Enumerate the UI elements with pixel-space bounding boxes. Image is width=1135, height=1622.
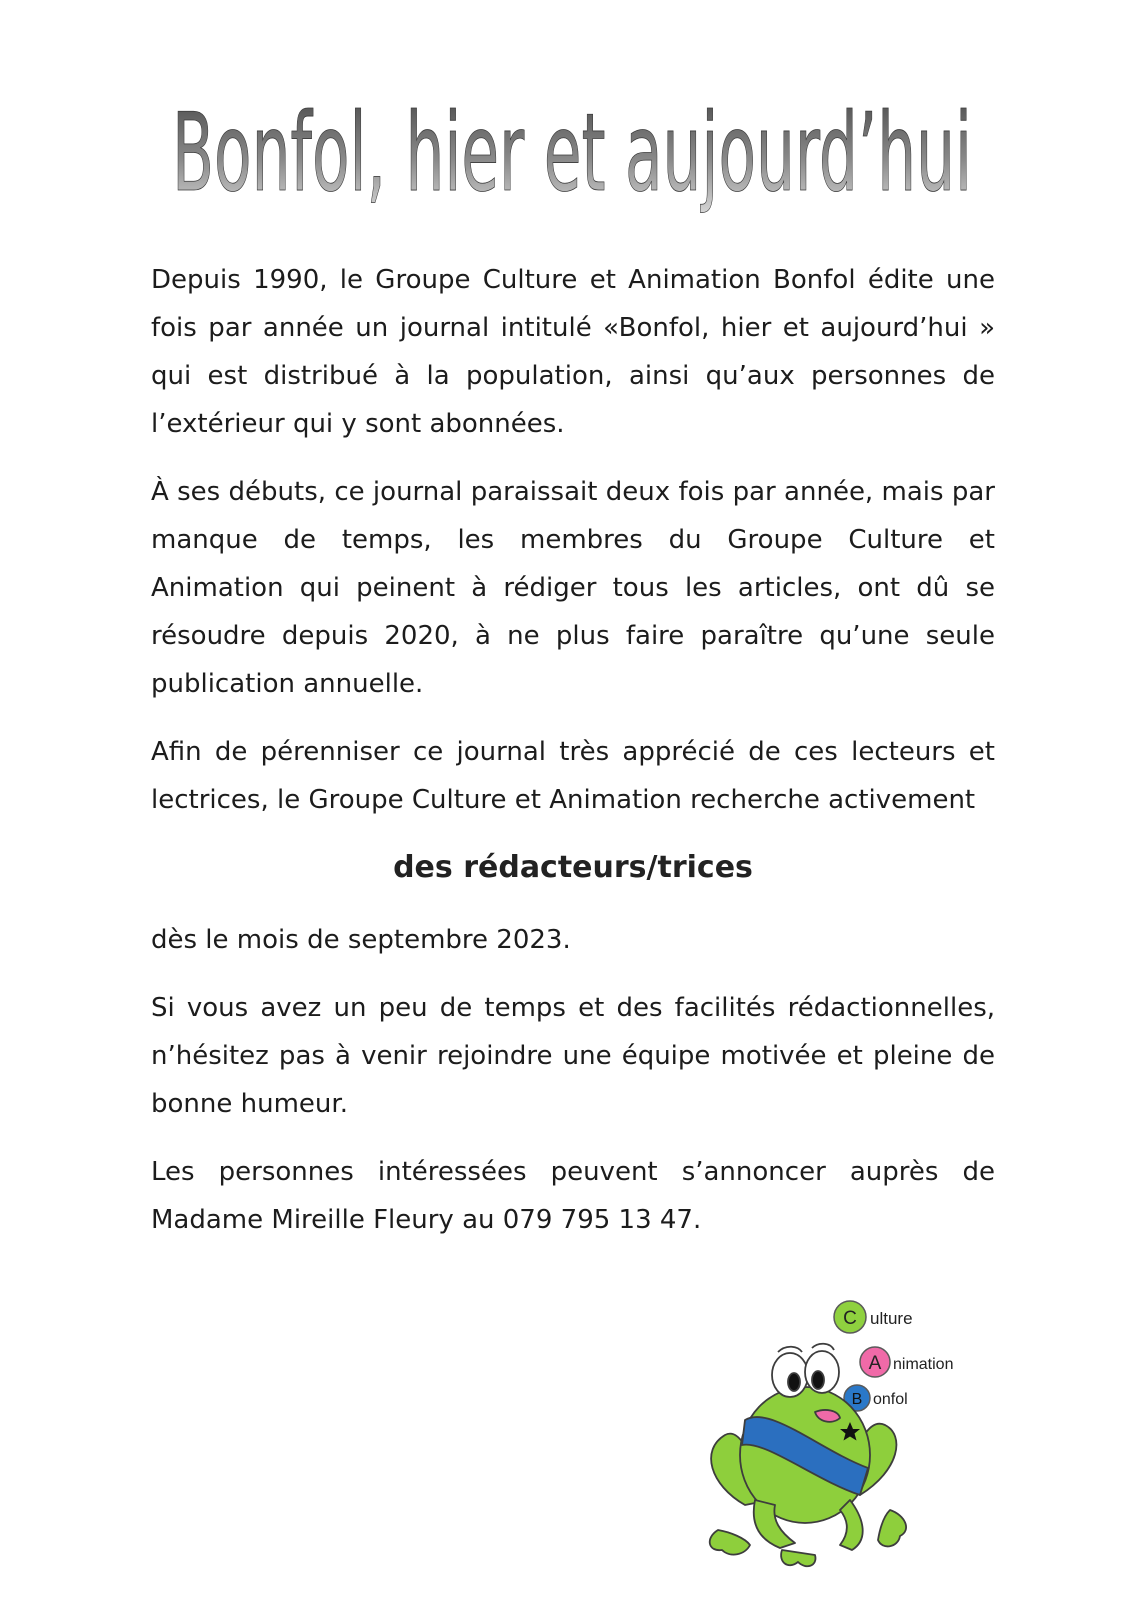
highlight-heading: des rédacteurs/trices: [393, 850, 753, 885]
cab-logo: [700, 1300, 1020, 1600]
logo-animation: [860, 1347, 953, 1377]
paragraph-history: À ses débuts, ce journal paraissait deux fois par année, mais par manque de temps, les membres du Groupe Culture et Animation qui peinent à rédiger tous les articles, ont dû se résoudre depuis 2020, à ne plus faire paraître qu’une seule publication annuelle.: [151, 477, 995, 699]
logo-bonfol: [844, 1385, 908, 1411]
paragraph-start-date: dès le mois de septembre 2023.: [151, 925, 571, 955]
paragraph-intro: Depuis 1990, le Groupe Culture et Animation Bonfol édite une fois par année un journal intitulé «Bonfol, hier et aujourd’hui » qui est distribué à la population, ainsi qu’aux personnes de l’extérieur qui y sont abonnées.: [151, 265, 995, 439]
logo-word-culture: ulture: [870, 1309, 913, 1328]
document-body: [151, 256, 995, 1244]
paragraph-invitation: Si vous avez un peu de temps et des facilités rédactionnelles, n’hésitez pas à venir rejoindre une équipe motivée et pleine de bonne humeur.: [151, 993, 995, 1119]
logo-letter-c: C: [843, 1308, 857, 1329]
logo-word-animation: nimation: [893, 1356, 954, 1373]
title-text: Bonfol, hier et aujourd’hui: [172, 91, 972, 216]
paragraph-contact: Les personnes intéressées peuvent s’annoncer auprès de Madame Mireille Fleury au 079 795 13 47.: [151, 1157, 995, 1235]
title-wordart: [150, 86, 995, 236]
paragraph-search: Afin de pérenniser ce journal très apprécié de ces lecteurs et lectrices, le Groupe Culture et Animation recherche activement: [151, 737, 995, 815]
frog-logo-graphic: [700, 1300, 1020, 1600]
document-title: [150, 86, 995, 236]
logo-letter-b: B: [851, 1391, 863, 1408]
logo-letter-a: A: [868, 1353, 882, 1374]
logo-word-bonfol: onfol: [873, 1391, 908, 1408]
logo-culture: [834, 1301, 913, 1333]
